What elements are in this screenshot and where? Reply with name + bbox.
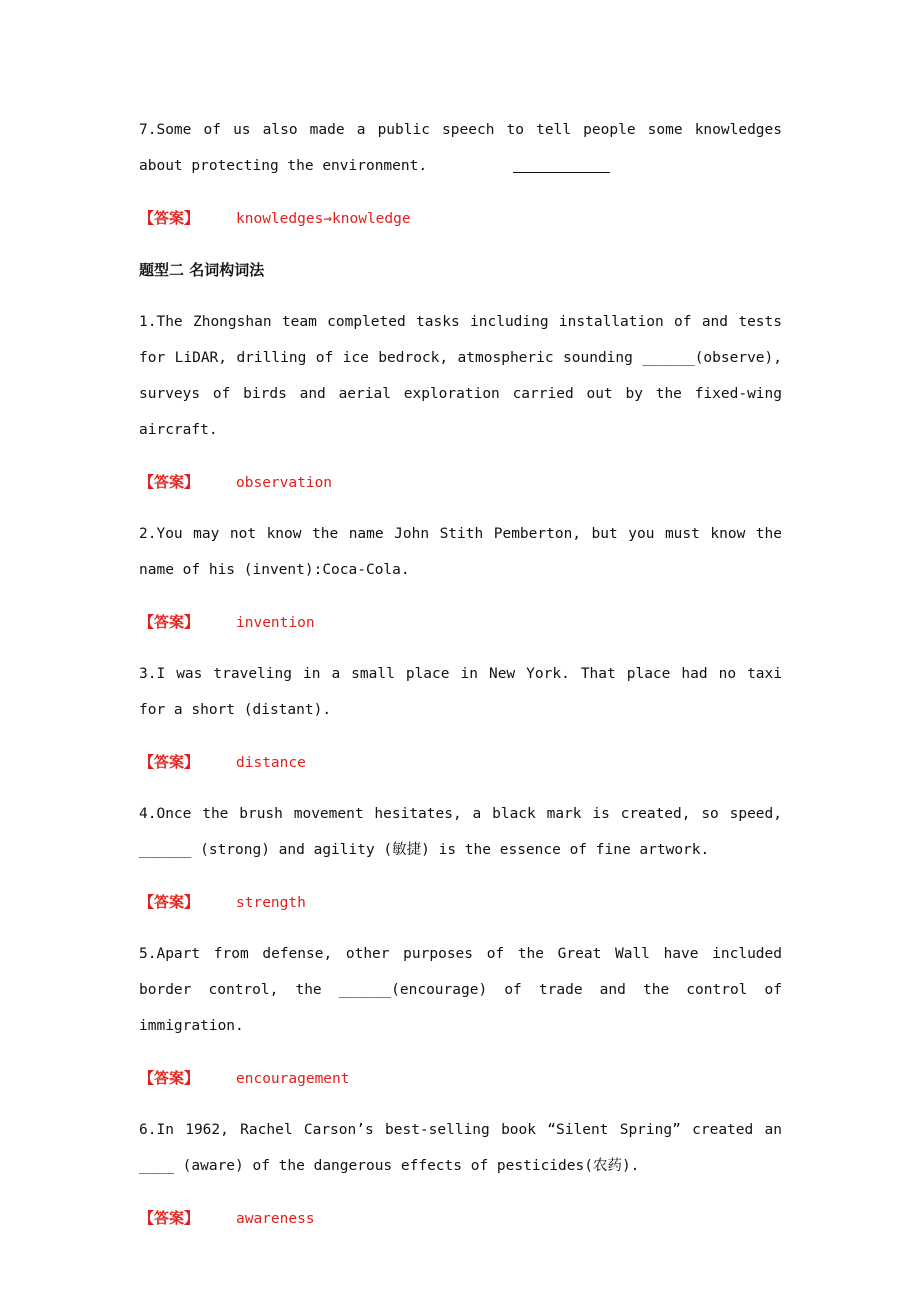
answer-row-1 bbox=[139, 464, 782, 500]
answer-row-4 bbox=[139, 884, 782, 920]
answer-row-3 bbox=[139, 744, 782, 780]
question-7 bbox=[139, 112, 782, 184]
section-title: 题型二 名词构词法 bbox=[139, 261, 265, 279]
answer-text: strength bbox=[236, 895, 306, 911]
answer-label: 【答案】 bbox=[139, 613, 200, 631]
answer-text: distance bbox=[236, 755, 306, 771]
question-2: 2.You may not know the name John Stith Pemberton, but you must know the name of his (invent):Coca-Cola. bbox=[139, 526, 782, 578]
answer-text: awareness bbox=[236, 1211, 315, 1227]
answer-row-6 bbox=[139, 1200, 782, 1236]
answer-label: 【答案】 bbox=[139, 209, 200, 227]
answer-label: 【答案】 bbox=[139, 1209, 200, 1227]
question-5: 5.Apart from defense, other purposes of the Great Wall have included border control, the ______(encourage) of trade and the control of immigration. bbox=[139, 946, 782, 1034]
answer-row-2 bbox=[139, 604, 782, 640]
answer-text: knowledges→knowledge bbox=[236, 211, 411, 227]
question-3: 3.I was traveling in a small place in New York. That place had no taxi for a short (distant). bbox=[139, 666, 782, 718]
document-content bbox=[139, 112, 782, 1252]
answer-row-7 bbox=[139, 200, 782, 236]
answer-label: 【答案】 bbox=[139, 893, 200, 911]
answer-blank bbox=[513, 154, 610, 173]
answer-label: 【答案】 bbox=[139, 753, 200, 771]
answer-label: 【答案】 bbox=[139, 1069, 200, 1087]
answer-row-5 bbox=[139, 1060, 782, 1096]
answer-text: encouragement bbox=[236, 1071, 350, 1087]
question-text: 7.Some of us also made a public speech to tell people some knowledges about protecting the environment. bbox=[139, 122, 782, 174]
question-1: 1.The Zhongshan team completed tasks including installation of and tests for LiDAR, drilling of ice bedrock, atmospheric sounding ______(observe), surveys of birds and aerial exploration carried out by the fixed-wing aircraft. bbox=[139, 314, 782, 438]
question-4: 4.Once the brush movement hesitates, a black mark is created, so speed, ______ (strong) and agility (敏捷) is the essence of fine artwork. bbox=[139, 806, 782, 858]
answer-text: invention bbox=[236, 615, 315, 631]
answer-text: observation bbox=[236, 475, 333, 491]
answer-label: 【答案】 bbox=[139, 473, 200, 491]
question-6: 6.In 1962, Rachel Carson’s best-selling book “Silent Spring” created an ____ (aware) of the dangerous effects of pesticides(农药). bbox=[139, 1122, 782, 1174]
